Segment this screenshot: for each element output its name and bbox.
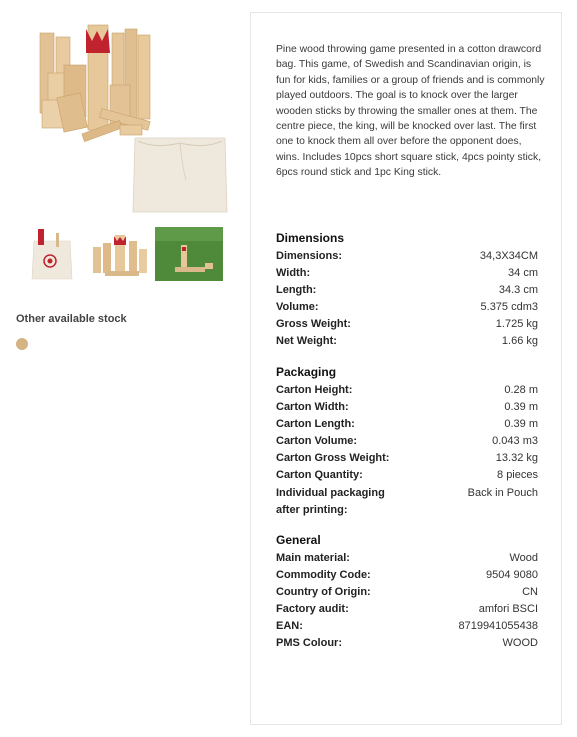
spec-label: Volume: (276, 301, 319, 313)
thumbnail-sticks[interactable] (87, 227, 155, 281)
other-stock-title: Other available stock (16, 313, 127, 325)
spec-value: Wood (509, 552, 538, 564)
spec-label: Length: (276, 284, 317, 296)
spec-value: 1.66 kg (501, 335, 538, 347)
spec-label: Main material: (276, 552, 350, 564)
spec-label: EAN: (276, 620, 303, 632)
thumbnail-bag[interactable] (20, 227, 88, 281)
spec-label: Country of Origin: (276, 586, 371, 598)
spec-value: 8719941055438 (458, 620, 538, 632)
spec-value: 0.28 m (504, 384, 538, 396)
spec-label: Factory audit: (276, 603, 349, 615)
thumbnail-lawn[interactable] (155, 227, 223, 281)
main-product-image[interactable] (20, 15, 235, 215)
spec-value: 13.32 kg (495, 452, 538, 464)
spec-value: 8 pieces (497, 469, 538, 481)
thumbnail-strip (20, 227, 230, 283)
spec-value: 0.39 m (504, 418, 538, 430)
spec-value: WOOD (502, 637, 538, 649)
spec-label: Carton Gross Weight: (276, 452, 390, 464)
spec-value: 9504 9080 (486, 569, 538, 581)
spec-value: 5.375 cdm3 (480, 301, 538, 313)
spec-value: 34.3 cm (498, 284, 538, 296)
spec-label: Individual packaging after printing: (276, 487, 385, 516)
spec-value: 34,3X34CM (479, 250, 538, 262)
spec-value: 0.043 m3 (492, 435, 538, 447)
spec-label: Width: (276, 267, 311, 279)
spec-label: PMS Colour: (276, 637, 342, 649)
product-details-panel (250, 12, 562, 725)
spec-value: CN (522, 586, 538, 598)
spec-value: 0.39 m (504, 401, 538, 413)
spec-label: Carton Height: (276, 384, 353, 396)
packaging-heading: Packaging (276, 365, 337, 379)
spec-value: 1.725 kg (495, 318, 538, 330)
spec-value: 34 cm (508, 267, 538, 279)
spec-label: Net Weight: (276, 335, 337, 347)
spec-label: Carton Width: (276, 401, 349, 413)
spec-label: Dimensions: (276, 250, 343, 262)
spec-label: Carton Quantity: (276, 469, 363, 481)
spec-value: Back in Pouch (467, 487, 538, 499)
spec-label: Gross Weight: (276, 318, 351, 330)
spec-label: Carton Length: (276, 418, 355, 430)
product-description: Pine wood throwing game presented in a cotton drawcord bag. This game, of Swedish and Scandinavian origin, is fun for kids, families or a group of friends and is commonly played outdoors. The goal is to knock over the larger wooden sticks by throwing the smaller ones at them. The centre piece, the king, will be knocked over last. The first one to knock them all over before the opponent does, wins. Includes 10pcs short square stick, 4pcs pointy stick, 6pcs round stick and 1pc King stick. (276, 44, 545, 179)
dimensions-heading: Dimensions (276, 231, 345, 245)
spec-value: amfori BSCI (478, 603, 538, 615)
spec-label: Carton Volume: (276, 435, 358, 447)
spec-label: Commodity Code: (276, 569, 371, 581)
product-gallery (0, 0, 250, 737)
stock-color-swatch[interactable] (16, 338, 28, 350)
general-heading: General (276, 533, 321, 547)
